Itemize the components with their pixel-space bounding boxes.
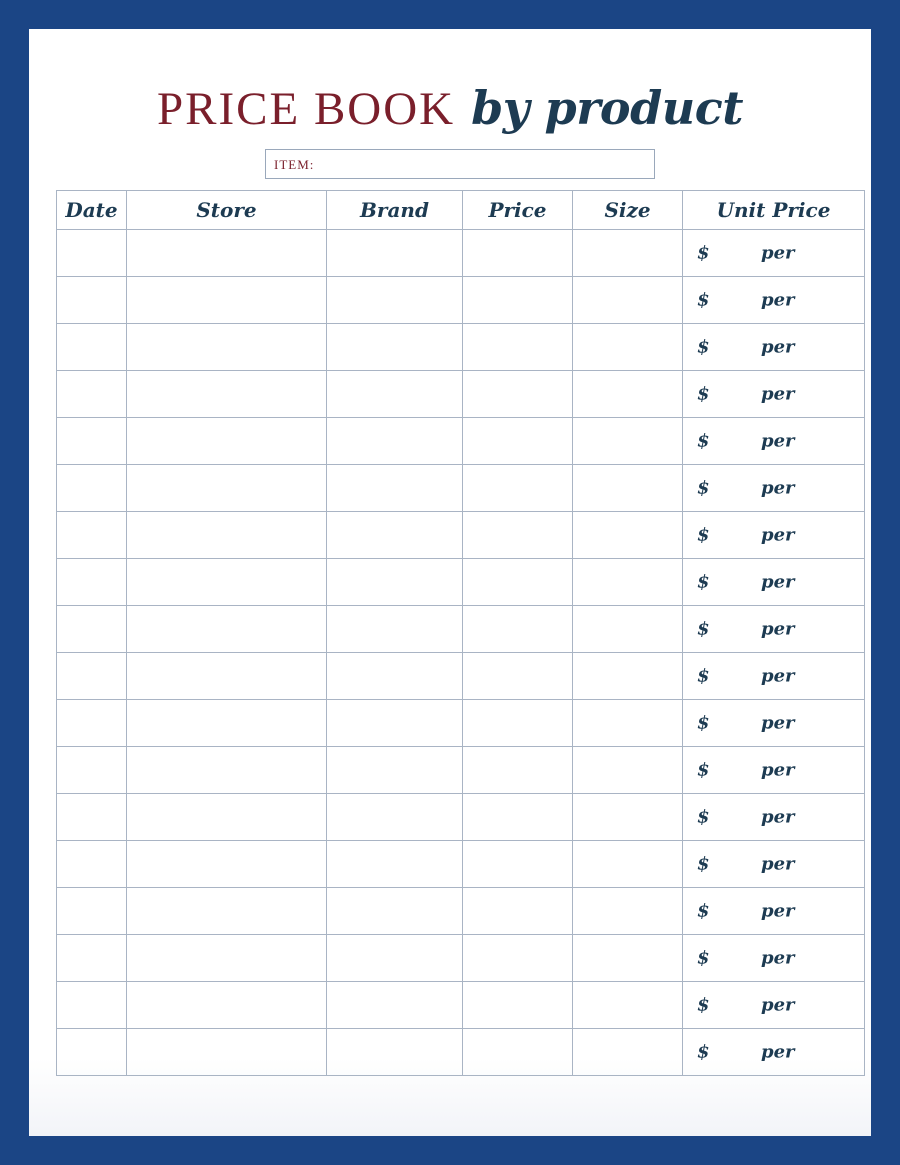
cell-size[interactable] — [573, 559, 683, 606]
cell-store[interactable] — [127, 888, 327, 935]
unit-price-currency-symbol: $ — [697, 524, 710, 546]
cell-date[interactable] — [57, 465, 127, 512]
cell-price[interactable] — [463, 841, 573, 888]
column-header-date: Date — [57, 191, 127, 230]
unit-price-per-label: per — [761, 1041, 795, 1063]
cell-brand[interactable] — [327, 700, 463, 747]
cell-brand[interactable] — [327, 747, 463, 794]
cell-brand[interactable] — [327, 982, 463, 1029]
cell-price[interactable] — [463, 747, 573, 794]
cell-store[interactable] — [127, 606, 327, 653]
cell-unit-price[interactable] — [683, 277, 865, 324]
cell-brand[interactable] — [327, 324, 463, 371]
cell-brand[interactable] — [327, 512, 463, 559]
cell-unit-price[interactable] — [683, 418, 865, 465]
cell-date[interactable] — [57, 512, 127, 559]
unit-price-per-label: per — [761, 336, 795, 358]
cell-date[interactable] — [57, 935, 127, 982]
unit-price-per-label: per — [761, 477, 795, 499]
cell-price[interactable] — [463, 230, 573, 277]
unit-price-per-label: per — [761, 289, 795, 311]
unit-price-per-label: per — [761, 524, 795, 546]
cell-price[interactable] — [463, 559, 573, 606]
unit-price-per-label: per — [761, 242, 795, 264]
unit-price-per-label: per — [761, 853, 795, 875]
cell-store[interactable] — [127, 512, 327, 559]
table-row — [57, 324, 865, 371]
unit-price-per-label: per — [761, 618, 795, 640]
cell-size[interactable] — [573, 418, 683, 465]
cell-brand[interactable] — [327, 277, 463, 324]
column-header-store: Store — [127, 191, 327, 230]
cell-store[interactable] — [127, 230, 327, 277]
cell-size[interactable] — [573, 465, 683, 512]
table-row — [57, 277, 865, 324]
cell-price[interactable] — [463, 653, 573, 700]
unit-price-per-label: per — [761, 430, 795, 452]
cell-size[interactable] — [573, 982, 683, 1029]
cell-brand[interactable] — [327, 418, 463, 465]
worksheet-content — [29, 29, 871, 1136]
cell-size[interactable] — [573, 747, 683, 794]
cell-store[interactable] — [127, 982, 327, 1029]
cell-brand[interactable] — [327, 794, 463, 841]
cell-unit-price[interactable] — [683, 794, 865, 841]
cell-unit-price[interactable] — [683, 512, 865, 559]
cell-brand[interactable] — [327, 653, 463, 700]
cell-store[interactable] — [127, 559, 327, 606]
unit-price-currency-symbol: $ — [697, 853, 710, 875]
cell-store[interactable] — [127, 653, 327, 700]
cell-store[interactable] — [127, 794, 327, 841]
cell-price[interactable] — [463, 888, 573, 935]
cell-size[interactable] — [573, 888, 683, 935]
cell-date[interactable] — [57, 700, 127, 747]
cell-date[interactable] — [57, 230, 127, 277]
cell-date[interactable] — [57, 1029, 127, 1076]
price-book-table-wrapper — [56, 190, 864, 1076]
cell-store[interactable] — [127, 747, 327, 794]
cell-store[interactable] — [127, 1029, 327, 1076]
unit-price-currency-symbol: $ — [697, 1041, 710, 1063]
cell-date[interactable] — [57, 324, 127, 371]
unit-price-currency-symbol: $ — [697, 430, 710, 452]
worksheet-page — [29, 29, 871, 1136]
cell-store[interactable] — [127, 324, 327, 371]
cell-unit-price[interactable] — [683, 371, 865, 418]
unit-price-currency-symbol: $ — [697, 806, 710, 828]
cell-date[interactable] — [57, 277, 127, 324]
cell-store[interactable] — [127, 700, 327, 747]
cell-store[interactable] — [127, 465, 327, 512]
cell-unit-price[interactable] — [683, 935, 865, 982]
cell-price[interactable] — [463, 465, 573, 512]
cell-size[interactable] — [573, 653, 683, 700]
cell-unit-price[interactable] — [683, 559, 865, 606]
page-title-main: PRICE BOOK — [157, 83, 456, 135]
cell-price[interactable] — [463, 606, 573, 653]
cell-date[interactable] — [57, 606, 127, 653]
table-row — [57, 559, 865, 606]
cell-date[interactable] — [57, 982, 127, 1029]
unit-price-currency-symbol: $ — [697, 994, 710, 1016]
cell-store[interactable] — [127, 371, 327, 418]
table-row — [57, 935, 865, 982]
cell-brand[interactable] — [327, 559, 463, 606]
cell-brand[interactable] — [327, 606, 463, 653]
table-row — [57, 888, 865, 935]
cell-store[interactable] — [127, 277, 327, 324]
cell-size[interactable] — [573, 606, 683, 653]
cell-date[interactable] — [57, 841, 127, 888]
cell-price[interactable] — [463, 1029, 573, 1076]
unit-price-currency-symbol: $ — [697, 712, 710, 734]
cell-price[interactable] — [463, 700, 573, 747]
table-header-row — [57, 191, 865, 230]
unit-price-per-label: per — [761, 759, 795, 781]
table-row — [57, 982, 865, 1029]
cell-date[interactable] — [57, 888, 127, 935]
cell-brand[interactable] — [327, 841, 463, 888]
unit-price-per-label: per — [761, 665, 795, 687]
cell-date[interactable] — [57, 371, 127, 418]
unit-price-per-label: per — [761, 571, 795, 593]
cell-size[interactable] — [573, 277, 683, 324]
unit-price-currency-symbol: $ — [697, 618, 710, 640]
item-field-label: ITEM: — [274, 157, 315, 172]
cell-size[interactable] — [573, 935, 683, 982]
cell-unit-price[interactable] — [683, 841, 865, 888]
cell-size[interactable] — [573, 324, 683, 371]
cell-brand[interactable] — [327, 888, 463, 935]
cell-unit-price[interactable] — [683, 465, 865, 512]
cell-store[interactable] — [127, 841, 327, 888]
table-row — [57, 606, 865, 653]
table-row — [57, 1029, 865, 1076]
cell-size[interactable] — [573, 371, 683, 418]
cell-unit-price[interactable] — [683, 982, 865, 1029]
cell-size[interactable] — [573, 794, 683, 841]
cell-brand[interactable] — [327, 1029, 463, 1076]
column-header-unit-price: Unit Price — [683, 191, 865, 230]
table-row — [57, 747, 865, 794]
cell-unit-price[interactable] — [683, 888, 865, 935]
cell-date[interactable] — [57, 653, 127, 700]
page-title-script: by product — [471, 81, 743, 135]
cell-store[interactable] — [127, 935, 327, 982]
item-field[interactable] — [265, 149, 655, 179]
table-row — [57, 794, 865, 841]
cell-price[interactable] — [463, 935, 573, 982]
cell-brand[interactable] — [327, 465, 463, 512]
cell-price[interactable] — [463, 324, 573, 371]
table-row — [57, 653, 865, 700]
unit-price-currency-symbol: $ — [697, 947, 710, 969]
cell-date[interactable] — [57, 794, 127, 841]
unit-price-currency-symbol: $ — [697, 571, 710, 593]
unit-price-currency-symbol: $ — [697, 383, 710, 405]
table-header — [57, 191, 865, 230]
table-row — [57, 512, 865, 559]
table-row — [57, 700, 865, 747]
cell-date[interactable] — [57, 418, 127, 465]
table-row — [57, 371, 865, 418]
column-header-size: Size — [573, 191, 683, 230]
cell-price[interactable] — [463, 512, 573, 559]
cell-size[interactable] — [573, 512, 683, 559]
cell-brand[interactable] — [327, 371, 463, 418]
cell-price[interactable] — [463, 982, 573, 1029]
unit-price-per-label: per — [761, 806, 795, 828]
cell-price[interactable] — [463, 794, 573, 841]
cell-unit-price[interactable] — [683, 230, 865, 277]
unit-price-per-label: per — [761, 383, 795, 405]
cell-unit-price[interactable] — [683, 324, 865, 371]
table-row — [57, 418, 865, 465]
table-row — [57, 230, 865, 277]
unit-price-currency-symbol: $ — [697, 665, 710, 687]
unit-price-per-label: per — [761, 712, 795, 734]
cell-unit-price[interactable] — [683, 606, 865, 653]
unit-price-per-label: per — [761, 900, 795, 922]
unit-price-currency-symbol: $ — [697, 242, 710, 264]
column-header-brand: Brand — [327, 191, 463, 230]
cell-store[interactable] — [127, 418, 327, 465]
cell-size[interactable] — [573, 230, 683, 277]
unit-price-currency-symbol: $ — [697, 336, 710, 358]
table-row — [57, 465, 865, 512]
cell-price[interactable] — [463, 277, 573, 324]
cell-size[interactable] — [573, 700, 683, 747]
unit-price-per-label: per — [761, 994, 795, 1016]
unit-price-currency-symbol: $ — [697, 900, 710, 922]
cell-brand[interactable] — [327, 935, 463, 982]
unit-price-currency-symbol: $ — [697, 759, 710, 781]
unit-price-currency-symbol: $ — [697, 477, 710, 499]
cell-size[interactable] — [573, 1029, 683, 1076]
unit-price-currency-symbol: $ — [697, 289, 710, 311]
cell-size[interactable] — [573, 841, 683, 888]
cell-date[interactable] — [57, 559, 127, 606]
cell-brand[interactable] — [327, 230, 463, 277]
page-title — [29, 81, 871, 136]
table-row — [57, 841, 865, 888]
price-book-table — [56, 190, 865, 1076]
cell-price[interactable] — [463, 371, 573, 418]
cell-date[interactable] — [57, 747, 127, 794]
table-body — [57, 230, 865, 1076]
cell-unit-price[interactable] — [683, 1029, 865, 1076]
column-header-price: Price — [463, 191, 573, 230]
cell-unit-price[interactable] — [683, 700, 865, 747]
cell-unit-price[interactable] — [683, 653, 865, 700]
cell-unit-price[interactable] — [683, 747, 865, 794]
cell-price[interactable] — [463, 418, 573, 465]
unit-price-per-label: per — [761, 947, 795, 969]
